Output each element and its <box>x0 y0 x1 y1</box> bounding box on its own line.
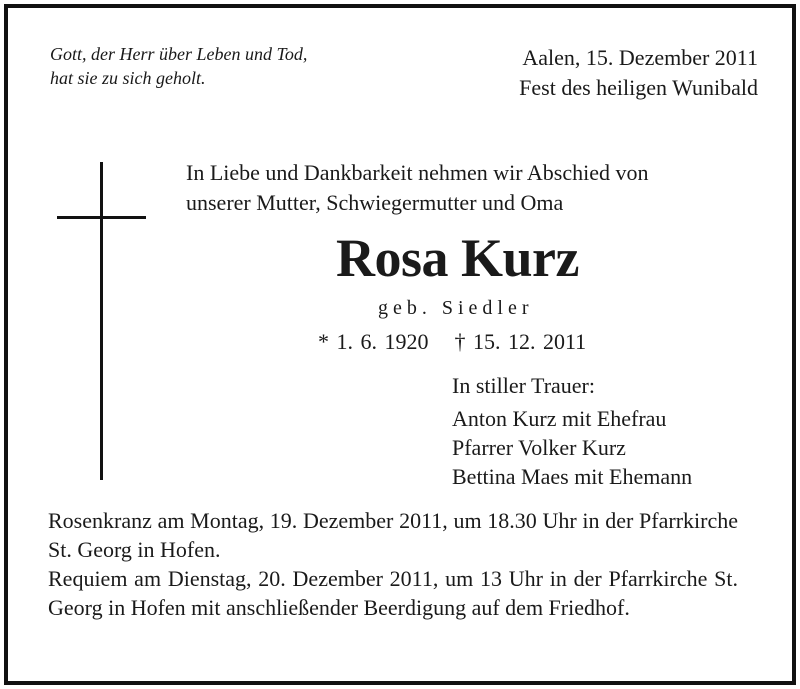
quote-line: Gott, der Herr über Leben und Tod, <box>50 44 308 64</box>
deceased-name: Rosa Kurz <box>336 228 579 288</box>
requiem-notice: Requiem am Dienstag, 20. Dezember 2011, um 13 Uhr in der Pfarrkirche St. Georg in Hofen mit anschließender Beerdigung auf dem Friedhof. <box>48 566 738 620</box>
mourner-item: Anton Kurz mit Ehefrau <box>452 406 667 431</box>
place-date-line: Aalen, 15. Dezember 2011 <box>522 45 758 70</box>
mourner-item: Pfarrer Volker Kurz <box>452 435 626 460</box>
mourner-item: Bettina Maes mit Ehemann <box>452 464 693 489</box>
feast-day-line: Fest des heiligen Wunibald <box>519 75 758 100</box>
birth-date: * 1. 6. 1920 <box>318 329 429 354</box>
cross-icon <box>100 162 103 480</box>
birth-name: geb. Siedler <box>378 297 534 319</box>
rosary-notice: Rosenkranz am Montag, 19. Dezember 2011, um 18.30 Uhr in der Pfarrkirche St. Georg in Hofen. <box>48 508 738 562</box>
cross-icon-bar <box>57 216 146 219</box>
life-dates <box>318 328 586 356</box>
intro-line: In Liebe und Dankbarkeit nehmen wir Abschied von <box>186 160 649 185</box>
service-notice <box>48 506 738 622</box>
mourners-list <box>452 404 692 491</box>
mourning-title: In stiller Trauer: <box>452 373 595 398</box>
quote-line: hat sie zu sich geholt. <box>50 68 206 88</box>
intro-line: unserer Mutter, Schwiegermutter und Oma <box>186 190 564 215</box>
bible-quote <box>50 42 307 90</box>
place-and-date <box>519 43 758 103</box>
death-date: † 15. 12. 2011 <box>454 329 587 354</box>
intro-text <box>186 158 648 218</box>
